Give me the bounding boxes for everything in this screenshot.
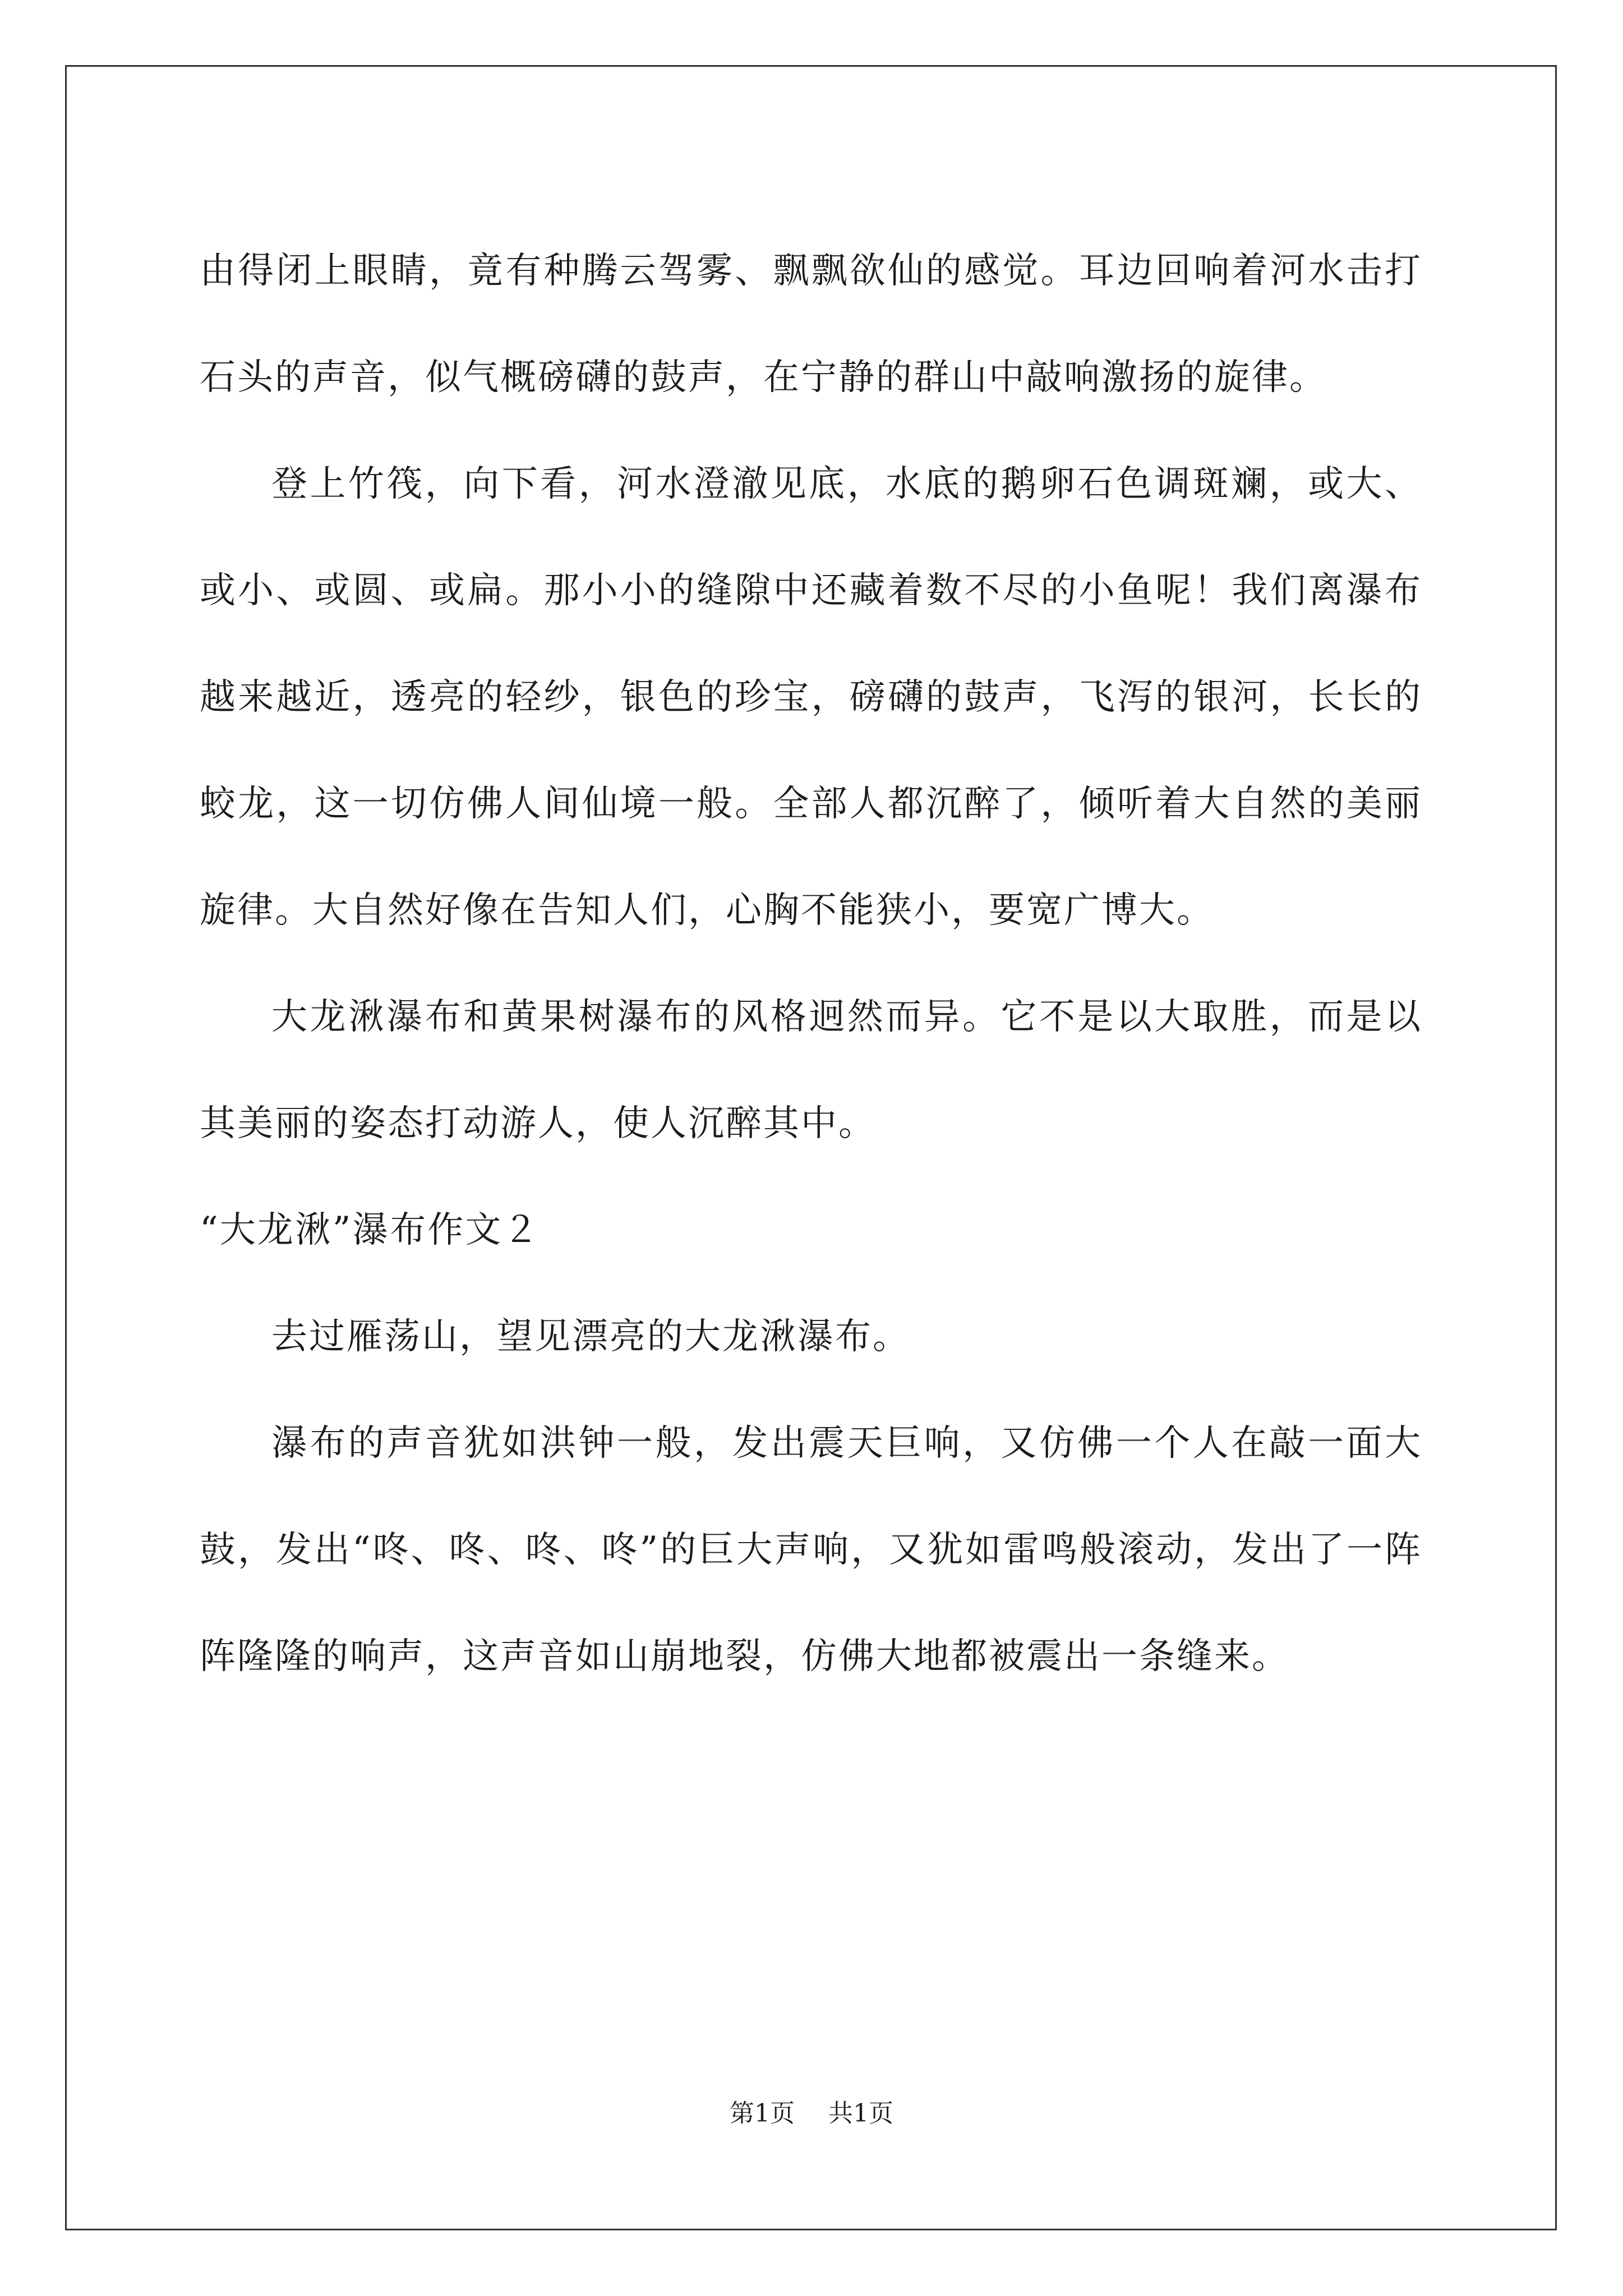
page-footer — [0, 2097, 1623, 2131]
section-heading: “大龙湫”瀑布作文２ — [200, 1209, 541, 1251]
page-number-total: 共1页 — [828, 2099, 893, 2128]
paragraph-visit: 去过雁荡山，望见漂亮的大龙湫瀑布。 — [271, 1316, 910, 1358]
document-body — [200, 218, 1422, 1710]
paragraph-continuation: 由得闭上眼睛，竟有种腾云驾雾、飘飘欲仙的感觉。耳边回响着河水击打石头的声音，似气概磅礴的鼓声，在宁静的群山中敲响激扬的旋律。 — [200, 250, 1422, 398]
paragraph-comparison: 大龙湫瀑布和黄果树瀑布的风格迥然而异。它不是以大取胜，而是以其美丽的姿态打动游人，使人沉醉其中。 — [200, 996, 1422, 1144]
paragraph-bamboo-raft: 登上竹筏，向下看，河水澄澈见底，水底的鹅卵石色调斑斓，或大、或小、或圆、或扁。那小小的缝隙中还藏着数不尽的小鱼呢！我们离瀑布越来越近，透亮的轻纱，银色的珍宝，磅礴的鼓声，飞泻的银河，长长的蛟龙，这一切仿佛人间仙境一般。全部人都沉醉了，倾听着大自然的美丽旋律。大自然好像在告知人们，心胸不能狭小，要宽广博大。 — [200, 463, 1422, 931]
page-number-current: 第1页 — [730, 2099, 795, 2128]
paragraph-sound: 瀑布的声音犹如洪钟一般，发出震天巨响，又仿佛一个人在敲一面大鼓，发出“咚、咚、咚、咚”的巨大声响，又犹如雷鸣般滚动，发出了一阵阵隆隆的响声，这声音如山崩地裂，仿佛大地都被震出一条缝来。 — [200, 1423, 1422, 1677]
